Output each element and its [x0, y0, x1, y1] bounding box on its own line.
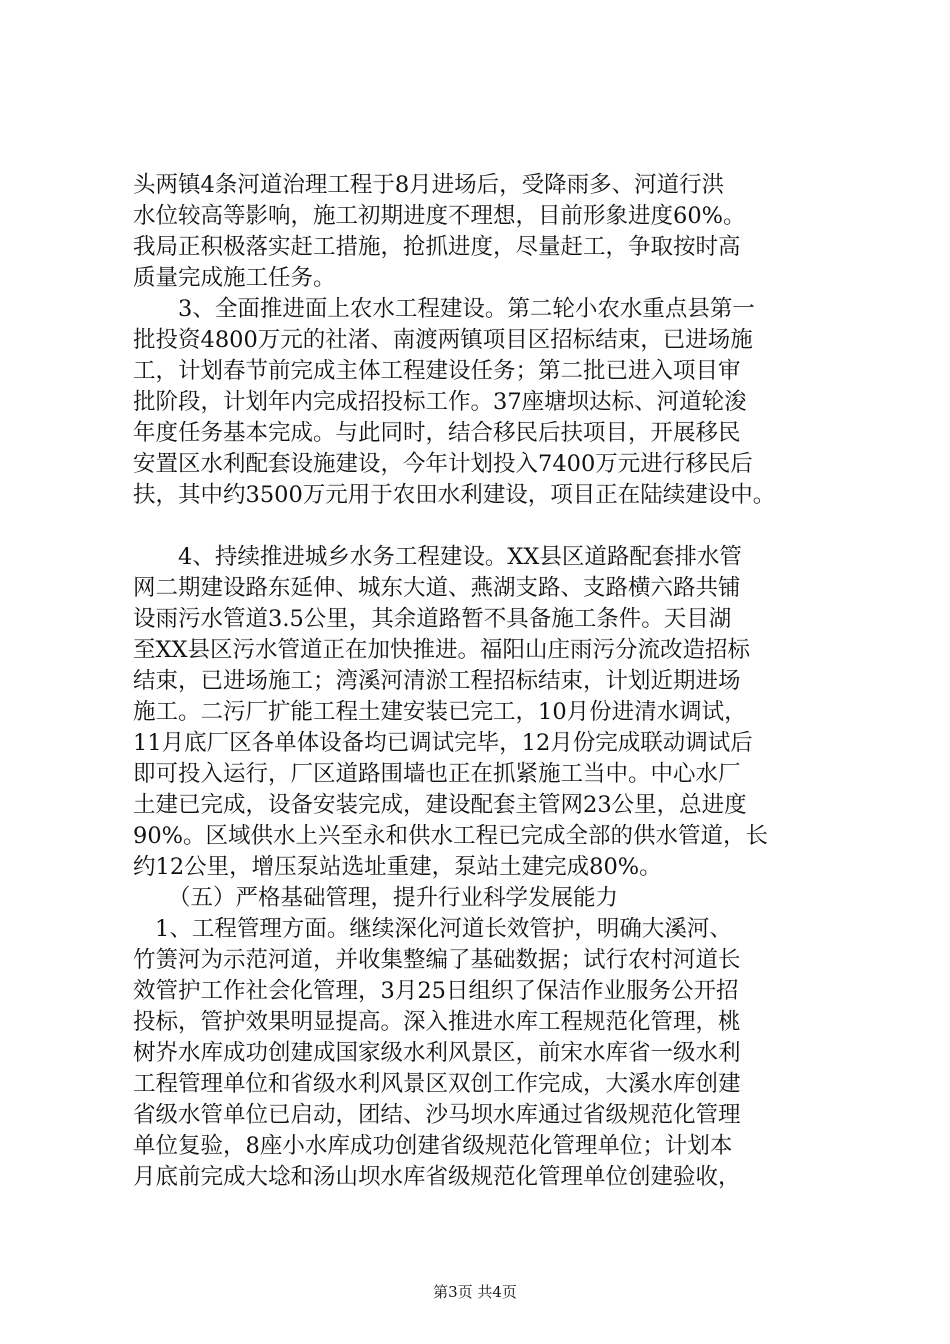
- paragraph-line: 省级水管单位已启动，团结、沙马坝水库通过省级规范化管理: [133, 1102, 741, 1128]
- paragraph-line: 效管护工作社会化管理，3月25日组织了保洁作业服务公开招: [133, 978, 739, 1004]
- paragraph-line: 工，计划春节前完成主体工程建设任务；第二批已进入项目审: [133, 358, 741, 384]
- section-heading: （五）严格基础管理，提升行业科学发展能力: [168, 885, 619, 911]
- paragraph-line: 即可投入运行，厂区道路围墙也正在抓紧施工当中。中心水厂: [133, 761, 741, 787]
- paragraph-line: 质量完成施工任务。: [133, 265, 336, 291]
- paragraph-line: 投标，管护效果明显提高。深入推进水库工程规范化管理，桃: [133, 1009, 741, 1035]
- paragraph-line: 结束，已进场施工；湾溪河清淤工程招标结束，计划近期进场: [133, 668, 741, 694]
- paragraph-line: 土建已完成，设备安装完成，建设配套主管网23公里，总进度: [133, 792, 747, 818]
- paragraph-line: 工程管理单位和省级水利风景区双创工作完成，大溪水库创建: [133, 1071, 741, 1097]
- paragraph-line: 安置区水利配套设施建设，今年计划投入7400万元进行移民后: [133, 451, 753, 477]
- paragraph-line: 设雨污水管道3.5公里，其余道路暂不具备施工条件。天目湖: [133, 606, 732, 632]
- paragraph-line: 批投资4800万元的社渚、南渡两镇项目区招标结束，已进场施: [133, 327, 753, 353]
- paragraph-line: 月底前完成大埝和汤山坝水库省级规范化管理单位创建验收，: [133, 1164, 741, 1190]
- paragraph-line: 我局正积极落实赶工措施，抢抓进度，尽量赶工，争取按时高: [133, 234, 741, 260]
- paragraph-line: 至XX县区污水管道正在加快推进。福阳山庄雨污分流改造招标: [133, 637, 751, 663]
- page-number-footer: 第3页 共4页: [433, 1283, 517, 1301]
- paragraph-line: 竹箦河为示范河道，并收集整编了基础数据；试行农村河道长: [133, 947, 741, 973]
- paragraph-line: 水位较高等影响，施工初期进度不理想，目前形象进度60%。: [133, 203, 746, 229]
- paragraph-line: 11月底厂区各单体设备均已调试完毕，12月份完成联动调试后: [133, 730, 753, 756]
- paragraph-line: 头两镇4条河道治理工程于8月进场后，受降雨多、河道行洪: [133, 172, 725, 198]
- paragraph-line: 1、工程管理方面。继续深化河道长效管护，明确大溪河、: [155, 916, 732, 942]
- paragraph-line: 施工。二污厂扩能工程土建安装已完工，10月份进清水调试，: [133, 699, 747, 725]
- paragraph-line: 扶，其中约3500万元用于农田水利建设，项目正在陆续建设中。: [133, 482, 776, 508]
- paragraph-line: 90%。区域供水上兴至永和供水工程已完成全部的供水管道，长: [133, 823, 769, 849]
- paragraph-line: 树岕水库成功创建成国家级水利风景区，前宋水库省一级水利: [133, 1040, 741, 1066]
- paragraph-line: 单位复验，8座小水库成功创建省级规范化管理单位；计划本: [133, 1133, 733, 1159]
- paragraph-line: 3、全面推进面上农水工程建设。第二轮小农水重点县第一: [178, 296, 755, 322]
- paragraph-line: 批阶段，计划年内完成招投标工作。37座塘坝达标、河道轮浚: [133, 389, 747, 415]
- paragraph-line: 网二期建设路东延伸、城东大道、燕湖支路、支路横六路共铺: [133, 575, 741, 601]
- paragraph-line: 年度任务基本完成。与此同时，结合移民后扶项目，开展移民: [133, 420, 741, 446]
- paragraph-line: 约12公里，增压泵站选址重建，泵站土建完成80%。: [133, 854, 662, 880]
- paragraph-line: 4、持续推进城乡水务工程建设。XX县区道路配套排水管: [178, 544, 742, 570]
